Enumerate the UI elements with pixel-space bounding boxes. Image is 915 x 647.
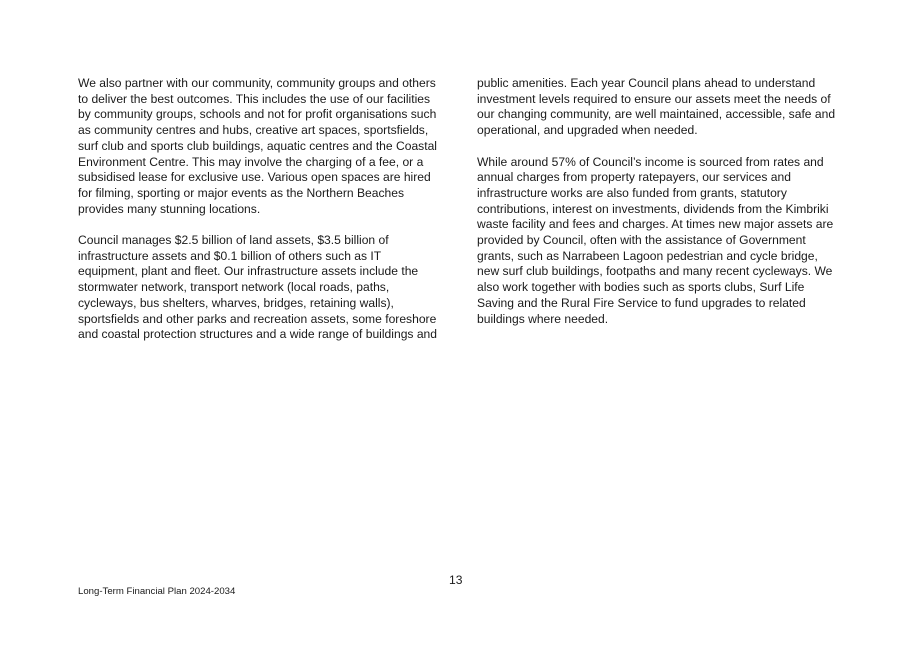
text-line: Council manages $2.5 billion of land assets, $3.5 billion of	[78, 233, 389, 248]
text-line: as community centres and hubs, creative art spaces, sportsfields,	[78, 123, 429, 138]
text-line: contributions, interest on investments, dividends from the Kimbriki	[477, 201, 829, 216]
left-column	[78, 76, 448, 359]
text-line: surf club and sports club buildings, aquatic centres and the Coastal	[78, 138, 437, 153]
text-line: infrastructure assets and $0.1 billion of others such as IT	[78, 248, 382, 263]
text-line: sportsfields and other parks and recreation assets, some foreshore	[78, 311, 437, 326]
footer-document-title: Long-Term Financial Plan 2024-2034	[78, 586, 236, 597]
paragraph-income-sources	[477, 155, 847, 328]
text-line: for filming, sporting or major events as the Northern Beaches	[78, 185, 405, 200]
page-number: 13	[449, 573, 463, 587]
text-line: Environment Centre. This may involve the charging of a fee, or a	[78, 154, 424, 169]
text-line: to deliver the best outcomes. This includes the use of our facilities	[78, 91, 431, 106]
text-line: We also partner with our community, community groups and others	[78, 76, 436, 90]
text-line: While around 57% of Council’s income is sourced from rates and	[477, 154, 824, 169]
text-line: equipment, plant and fleet. Our infrastructure assets include the	[78, 264, 419, 279]
paragraph-community-partnerships	[78, 76, 448, 217]
text-line: subsidised lease for exclusive use. Various open spaces are hired	[78, 170, 431, 185]
text-line: buildings where needed.	[477, 311, 609, 326]
text-line: provided by Council, often with the assistance of Government	[477, 233, 806, 248]
paragraph-asset-planning	[477, 76, 847, 139]
text-line: stormwater network, transport network (local roads, paths,	[78, 280, 390, 295]
text-line: provides many stunning locations.	[78, 201, 261, 216]
paragraph-asset-management	[78, 233, 448, 343]
text-line: operational, and upgraded when needed.	[477, 123, 698, 138]
text-line: infrastructure works are also funded from grants, statutory	[477, 185, 787, 200]
text-line: waste facility and fees and charges. At times new major assets are	[477, 217, 834, 232]
text-line: annual charges from property ratepayers, our services and	[477, 170, 791, 185]
text-line: Saving and the Rural Fire Service to fund upgrades to related	[477, 295, 806, 310]
text-line: our changing community, are well maintained, accessible, safe and	[477, 107, 836, 122]
text-line: investment levels required to ensure our assets meet the needs of	[477, 91, 831, 106]
text-line: cycleways, bus shelters, wharves, bridges, retaining walls),	[78, 295, 394, 310]
text-line: by community groups, schools and not for profit organisations such	[78, 107, 437, 122]
text-line: grants, such as Narrabeen Lagoon pedestrian and cycle bridge,	[477, 248, 818, 263]
text-line: new surf club buildings, footpaths and many recent cycleways. We	[477, 264, 833, 279]
right-column	[477, 76, 847, 343]
text-line: public amenities. Each year Council plans ahead to understand	[477, 76, 816, 90]
text-line: also work together with bodies such as sports clubs, Surf Life	[477, 280, 805, 295]
text-line: and coastal protection structures and a wide range of buildings and	[78, 327, 438, 342]
